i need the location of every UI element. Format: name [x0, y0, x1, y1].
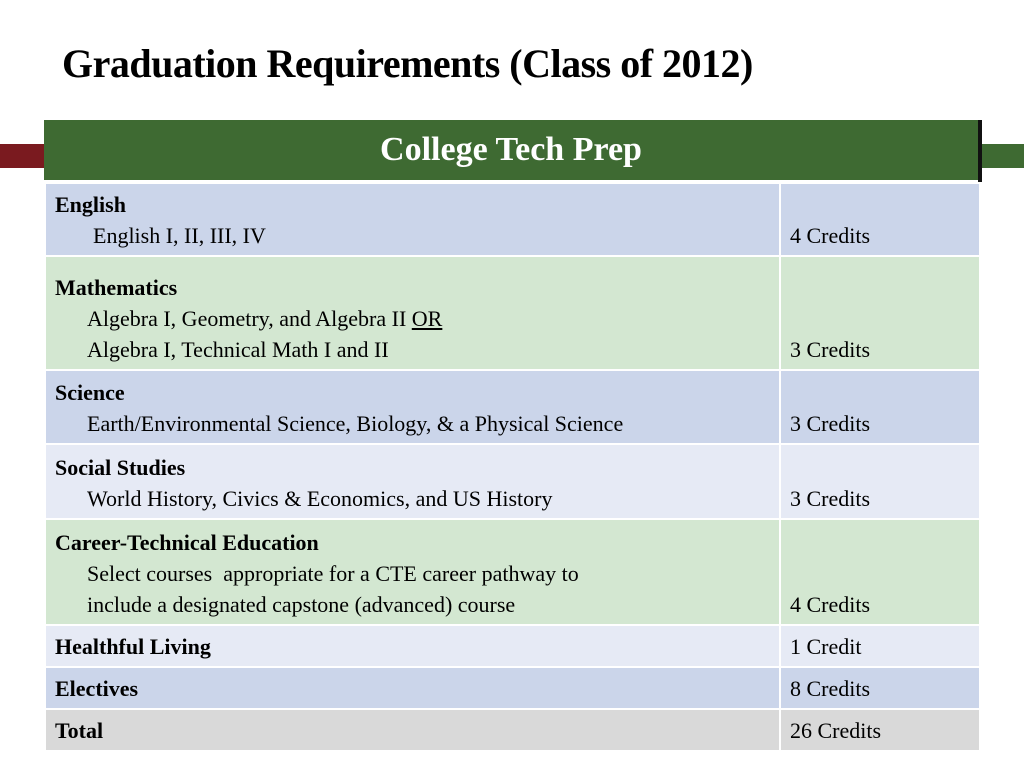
requirement-name: Healthful Living	[55, 634, 211, 659]
requirement-name: Total	[55, 718, 104, 743]
table-row-total	[45, 709, 980, 751]
requirement-detail: Earth/Environmental Science, Biology, & a Physical Science	[87, 411, 624, 436]
accent-bar-left	[0, 144, 44, 168]
credit-cell: 26 Credits	[780, 709, 980, 751]
requirement-name: Science	[55, 380, 125, 405]
requirement-detail: World History, Civics & Economics, and US History	[87, 486, 553, 511]
requirement-cell	[45, 370, 780, 444]
table-row-science	[45, 370, 980, 444]
table-row-social-studies	[45, 444, 980, 519]
requirement-cell	[45, 256, 780, 370]
requirement-cell	[45, 183, 780, 256]
requirement-cell	[45, 444, 780, 519]
requirement-cell	[45, 709, 780, 751]
credit-cell: 4 Credits	[780, 519, 980, 625]
credit-cell: 8 Credits	[780, 667, 980, 709]
requirement-name: English	[55, 192, 126, 217]
or-word: OR	[411, 306, 443, 331]
credit-cell: 1 Credit	[780, 625, 980, 667]
requirement-detail-text: Algebra I, Geometry, and Algebra II	[87, 306, 407, 331]
table-row-healthful-living	[45, 625, 980, 667]
table-row-mathematics	[45, 256, 980, 370]
credit-cell: 3 Credits	[780, 370, 980, 444]
table-row-english	[45, 183, 980, 256]
header-edge-divider	[978, 120, 982, 182]
requirement-cell	[45, 519, 780, 625]
requirement-detail: Algebra I, Technical Math I and II	[87, 337, 389, 362]
requirement-name: Career-Technical Education	[55, 530, 319, 555]
requirement-detail: include a designated capstone (advanced) course	[87, 592, 516, 617]
credit-cell: 3 Credits	[780, 444, 980, 519]
requirement-detail: Select courses appropriate for a CTE career pathway to	[87, 561, 579, 586]
requirement-name: Mathematics	[55, 275, 178, 300]
credit-cell: 3 Credits	[780, 256, 980, 370]
table-header-label: College Tech Prep	[380, 131, 642, 168]
requirements-table	[44, 182, 981, 752]
requirement-detail: English I, II, III, IV	[93, 223, 266, 248]
table-header	[44, 120, 978, 180]
page-title: Graduation Requirements (Class of 2012)	[62, 41, 753, 86]
table-row-career-technical-education	[45, 519, 980, 625]
requirement-cell	[45, 625, 780, 667]
requirement-name: Social Studies	[55, 455, 186, 480]
table-row-electives	[45, 667, 980, 709]
requirement-name: Electives	[55, 676, 139, 701]
requirement-cell	[45, 667, 780, 709]
credit-cell: 4 Credits	[780, 183, 980, 256]
requirement-detail	[55, 303, 769, 334]
accent-bar-right	[980, 144, 1024, 168]
